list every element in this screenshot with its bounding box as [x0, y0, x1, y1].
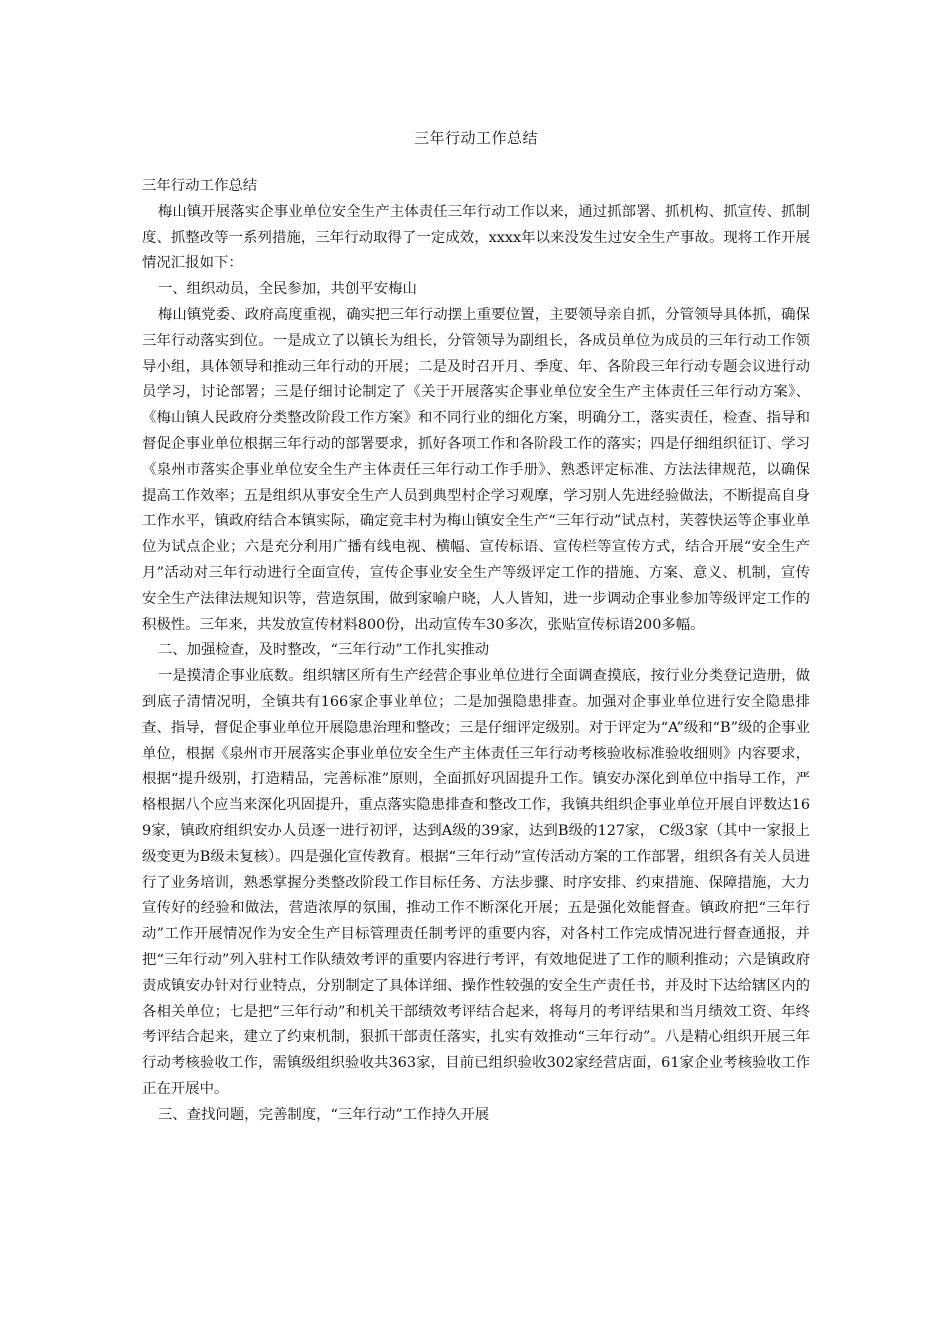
document-title: 三年行动工作总结	[413, 129, 538, 147]
section-heading-2: 二、加强检查，及时整改，“三年行动”工作扎实推动	[157, 642, 490, 659]
paragraph-heading: 三年行动工作总结	[142, 178, 258, 194]
section-heading-3: 三、查找问题，完善制度，“三年行动”工作持久开展	[157, 1106, 490, 1123]
section-heading-1: 一、组织动员，全民参加，共创平安梅山	[157, 281, 417, 298]
paragraph-section-2: 一是摸清企事业底数。组织辖区所有生产经营企事业单位进行全面调查摸底，按行业分类登记造册，做到底子清情况明，全镇共有166家企事业单位；二是加强隐患排查。加强对企事业单位进行安全隐患排查、指导，督促企事业单位开展隐患治理和整改；三是仔细评定级别。对于评定为“A”级和“B”级的企事业单位，根据《泉州市开展落实企事业单位安全生产主体责任三年行动考核验收标准验收细则》内容要求，根据“提升级别，打造精品，完善标准”原则，全面抓好巩固提升工作。镇安办深化到单位中指导工作，严格根据八个应当来深化巩固提升，重点落实隐患排查和整改工作，我镇共组织企事业单位开展自评数达169家，镇政府组织安办人员逐一进行初评，达到A级的39家，达到B级的127家， C级3家（其中一家报上级变更为B级未复核）。四是强化宣传教育。根据“三年行动”宣传活动方案的工作部署，组织各有关人员进行了业务培训，熟悉掌握分类整改阶段工作目标任务、方法步骤、时序安排、约束措施、保障措施，大力宣传好的经验和做法，营造浓厚的氛围，推动工作不断深化开展；五是强化效能督查。镇政府把“三年行动”工作开展情况作为安全生产目标管理责任制考评的重要内容，对各村工作完成情况进行督查通报，并把“三年行动”列入驻村工作队绩效考评的重要内容进行考评，有效地促进了工作的顺利推动；六是镇政府责成镇安办针对行业特点，分别制定了具体详细、操作性较强的安全生产责任书，并及时下达给辖区内的各相关单位；七是把“三年行动”和机关干部绩效考评结合起来，将每月的考评结果和当月绩效工资、年终考评结合起来，建立了约束机制，狠抓干部责任落实，扎实有效推动“三年行动”。八是精心组织开展三年行动考核验收工作，需镇级组织验收共363家，目前已组织验收302家经营店面，61家企业考核验收工作正在开展中。	[142, 668, 810, 1097]
document-body	[142, 174, 810, 1128]
paragraph-section-1: 梅山镇党委、政府高度重视，确实把三年行动摆上重要位置，主要领导亲自抓，分管领导具体抓，确保三年行动落实到位。一是成立了以镇长为组长，分管领导为副组长，各成员单位为成员的三年行动工作领导小组，具体领导和推动三年行动的开展；二是及时召开月、季度、年、各阶段三年行动专题会议进行动员学习，讨论部署；三是仔细讨论制定了《关于开展落实企事业单位安全生产主体责任三年行动方案》、《梅山镇人民政府分类整改阶段工作方案》和不同行业的细化方案，明确分工，落实责任，检查、指导和督促企事业单位根据三年行动的部署要求，抓好各项工作和各阶段工作的落实；四是仔细组织征订、学习《泉州市落实企事业单位安全生产主体责任三年行动工作手册》、熟悉评定标准、方法法律规范，以确保提高工作效率；五是组织从事安全生产人员到典型村企学习观摩，学习别人先进经验做法，不断提高自身工作水平，镇政府结合本镇实际，确定竞丰村为梅山镇安全生产“三年行动”试点村，芙蓉快运等企事业单位为试点企业；六是充分利用广播有线电视、横幅、宣传标语、宣传栏等宣传方式，结合开展“安全生产月”活动对三年行动进行全面宣传，宣传企事业安全生产等级评定工作的措施、方案、意义、机制，宣传安全生产法律法规知识等，营造氛围，做到家喻户晓，人人皆知，进一步调动企事业参加等级评定工作的积极性。三年来，共发放宣传材料800份，出动宣传车30多次，张贴宣传标语200多幅。	[142, 306, 810, 633]
paragraph-intro: 梅山镇开展落实企事业单位安全生产主体责任三年行动工作以来，通过抓部署、抓机构、抓宣传、抓制度、抓整改等一系列措施，三年行动取得了一定成效，xxxx年以来没发生过安全生产事故。现将工作开展情况汇报如下：	[142, 203, 810, 272]
